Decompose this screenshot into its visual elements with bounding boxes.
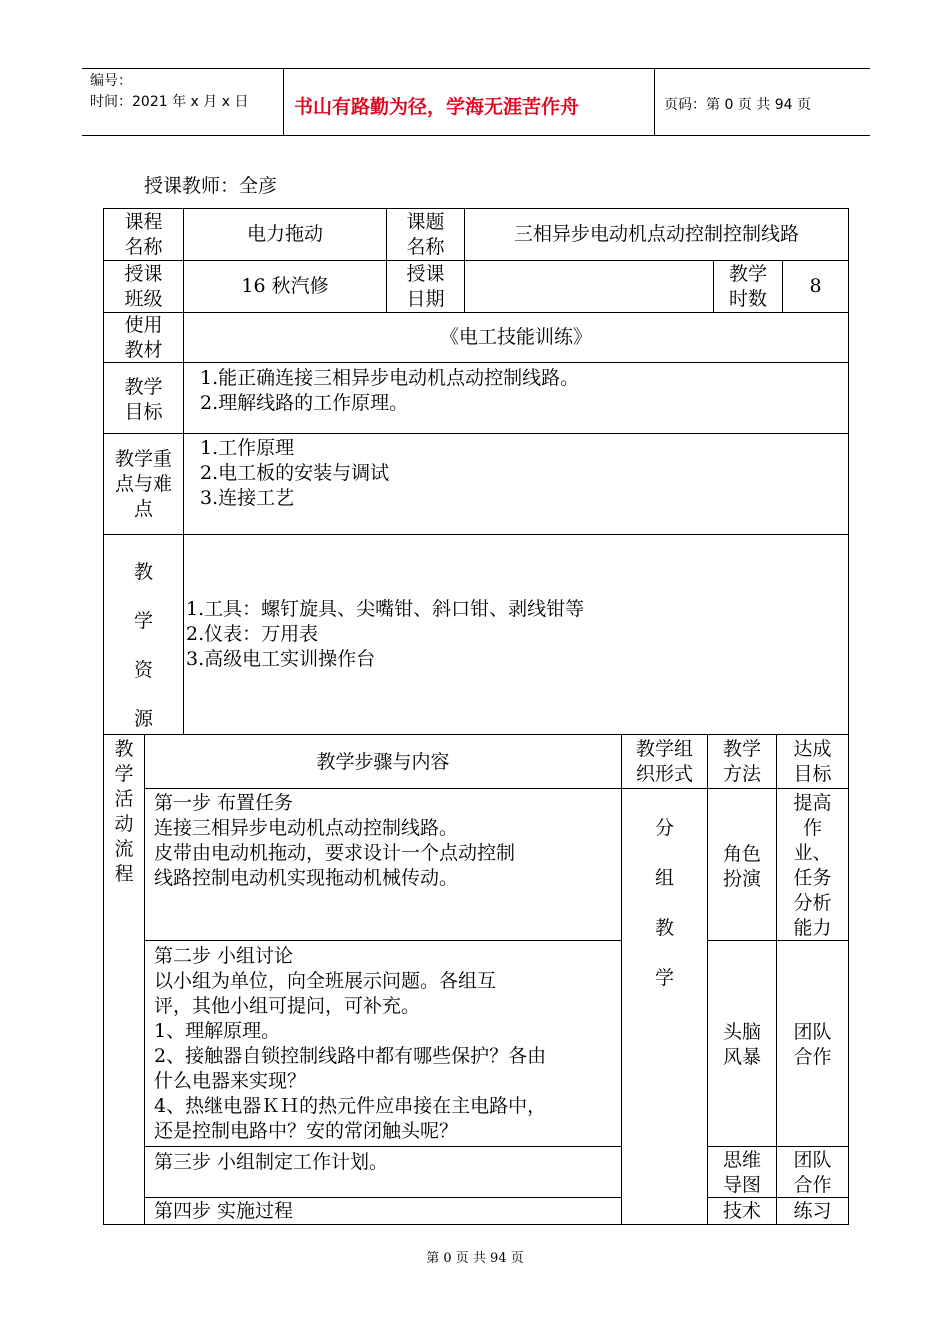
page-footer: 第 0 页 共 94 页 [426, 1251, 524, 1266]
course-name-value: 电力拖动 [246, 223, 323, 245]
step3-goal: 团队 合作 [793, 1149, 832, 1196]
topic-name-value: 三相异步电动机点动控制控制线路 [513, 223, 799, 245]
resources-content: 1.工具：螺钉旋具、尖嘴钳、斜口钳、剥线钳等 2.仪表：万用表 3.高级电工实训操作台 [186, 598, 585, 670]
resources-label: 教 学 资 源 [133, 561, 153, 730]
textbook-label: 使用 教材 [124, 314, 163, 361]
goal-label: 教学 目标 [124, 376, 163, 423]
keypoints-label: 教学重 点与难 点 [114, 448, 172, 520]
header-motto: 书山有路勤为径，学海无涯苦作舟 [294, 96, 580, 118]
keypoints-content: 1.工作原理 2.电工板的安装与调试 3.连接工艺 [200, 437, 390, 509]
class-value: 16 秋汽修 [241, 275, 329, 297]
method-header: 教学 方法 [722, 738, 761, 785]
hours-value: 8 [809, 275, 822, 297]
step1-goal: 提高 作 业、 任务 分析 能力 [793, 792, 832, 939]
step4-method: 技术 [722, 1200, 761, 1222]
step1-method: 角色 扮演 [722, 843, 761, 890]
step3-method: 思维 导图 [722, 1149, 761, 1196]
number-label: 编号： [90, 73, 132, 89]
goal-content: 1.能正确连接三相异步电动机点动控制线路。 2.理解线路的工作原理。 [200, 367, 580, 414]
step2-method: 头脑 风暴 [722, 1021, 761, 1068]
textbook-value: 《电工技能训练》 [439, 326, 592, 348]
step2-content: 第二步 小组讨论 以小组为单位，向全班展示问题。各组互 评，其他小组可提问，可补充。 1、理解原理。 2、接触器自锁控制线路中都有哪些保护？各由 什么电器来实现？ 4、热继电器ＫＨ的热元件应串接在主电路中， 还是控制电路中？安的常闭触头呢？ [154, 945, 547, 1142]
topic-name-label: 课题 名称 [406, 211, 445, 258]
org-header: 教学组 织形式 [635, 738, 693, 785]
org-value: 分 组 教 学 [654, 817, 674, 989]
date-label: 授课 日期 [406, 263, 445, 310]
teacher-line: 授课教师：全彦 [144, 175, 278, 197]
flow-label: 教 学 活 动 流 程 [114, 738, 134, 885]
class-label: 授课 班级 [124, 263, 163, 310]
step4-content: 第四步 实施过程 [154, 1200, 294, 1222]
goal-header: 达成 目标 [793, 738, 832, 785]
hours-label: 教学 时数 [728, 263, 767, 310]
time-label: 时间：2021 年 x 月 x 日 [90, 94, 249, 110]
page-info: 页码：第 0 页 共 94 页 [664, 97, 811, 113]
steps-header: 教学步骤与内容 [316, 751, 450, 773]
step2-goal: 团队 合作 [793, 1021, 832, 1068]
step3-content: 第三步 小组制定工作计划。 [154, 1151, 389, 1173]
step4-goal: 练习 [793, 1200, 832, 1222]
course-name-label: 课程 名称 [124, 211, 163, 258]
step1-content: 第一步 布置任务 连接三相异步电动机点动控制线路。 皮带由电动机拖动，要求设计一个点动控制 线路控制电动机实现拖动机械传动。 [154, 792, 516, 889]
